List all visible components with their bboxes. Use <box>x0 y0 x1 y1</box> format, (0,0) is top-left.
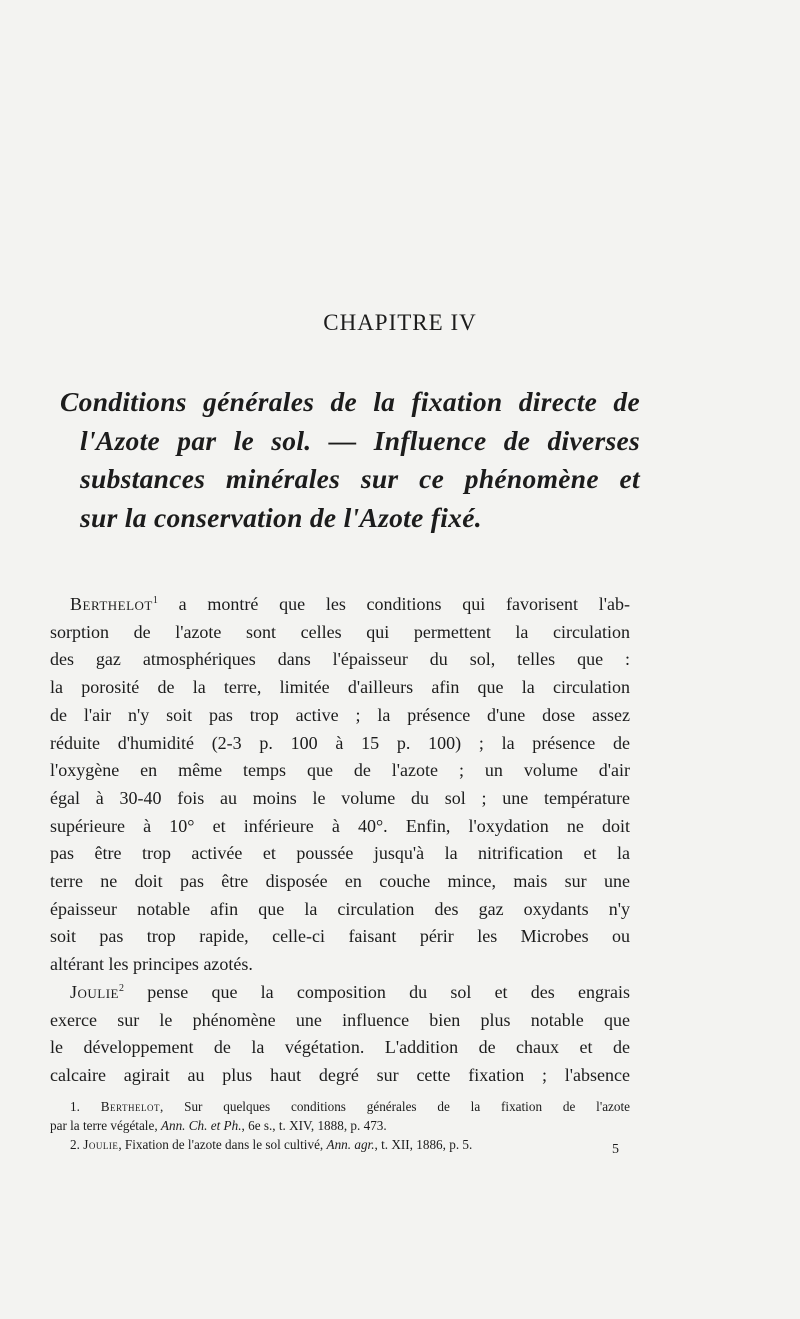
author-name: Joulie <box>70 981 119 1002</box>
footnotes <box>50 1097 630 1154</box>
footnote-1-line-2: par la terre végétale, Ann. Ch. et Ph., 6e s., t. XIV, 1888, p. 473. <box>50 1118 387 1133</box>
paragraph-2-first-line: Joulie$^2$ pense que la composition du sol et des engrais <box>70 981 630 1002</box>
body-line: terre ne doit pas être disposée en couche mince, mais sur une <box>50 871 630 892</box>
footnote-1-line-1: 1. Berthelot, Sur quelques conditions générales de la fixation de l'azote <box>70 1099 631 1114</box>
body-line: pas être trop activée et poussée jusqu'à la nitrification et la <box>50 843 630 864</box>
footnote-2: 2. Joulie, Fixation de l'azote dans le sol cultivé, Ann. agr., t. XII, 1886, p. 5. <box>70 1137 473 1152</box>
body-text <box>50 591 630 1090</box>
body-line: égal à 30-40 fois au moins le volume du sol ; une température <box>50 787 630 808</box>
body-line: sorption de l'azote sont celles qui permettent la circulation <box>50 621 630 642</box>
footnote-ref: 2 <box>119 982 124 994</box>
body-line: la porosité de la terre, limitée d'ailleurs afin que la circulation <box>50 677 630 698</box>
body-line: exerce sur le phénomène une influence bien plus notable que <box>50 1009 630 1030</box>
chapter-title-line: l'Azote par le sol. — Influence de diverses <box>80 424 640 456</box>
footnote-author: Berthelot <box>100 1099 160 1114</box>
body-line: altérant les principes azotés. <box>50 954 253 975</box>
body-line: le développement de la végétation. L'addition de chaux et de <box>50 1037 630 1058</box>
chapter-title-line: sur la conservation de l'Azote fixé. <box>80 501 482 533</box>
journal-title: Ann. Ch. et Ph. <box>160 1118 242 1133</box>
body-line: épaisseur notable afin que la circulation des gaz oxydants n'y <box>50 898 630 919</box>
body-line: de l'air n'y soit pas trop active ; la présence d'une dose assez <box>50 704 630 725</box>
chapter-title-line: Conditions générales de la fixation directe de <box>60 386 640 417</box>
chapter-title-line: substances minérales sur ce phénomène et <box>80 463 640 494</box>
footnote-author: Joulie <box>83 1137 119 1152</box>
page-number: 5 <box>612 1142 619 1157</box>
body-line: calcaire agirait au plus haut degré sur cette fixation ; l'absence <box>50 1064 630 1085</box>
body-line: soit pas trop rapide, celle-ci faisant périr les Microbes ou <box>50 926 630 947</box>
chapter-title <box>60 383 640 537</box>
author-name: Berthelot <box>70 594 153 614</box>
body-line: l'oxygène en même temps que de l'azote ; un volume d'air <box>50 760 630 781</box>
body-line: réduite d'humidité (2-3 p. 100 à 15 p. 100) ; la présence de <box>50 732 630 753</box>
chapter-label: CHAPITRE IV <box>323 310 477 335</box>
body-line: supérieure à 10° et inférieure à 40°. Enfin, l'oxydation ne doit <box>50 815 630 836</box>
journal-title: Ann. agr. <box>326 1137 375 1152</box>
body-line: des gaz atmosphériques dans l'épaisseur du sol, telles que : <box>50 649 630 670</box>
paragraph-1-first-line: Berthelot$^1$ a montré que les conditions qui favorisent l'ab- <box>70 594 630 614</box>
footnote-ref: 1 <box>152 595 158 606</box>
